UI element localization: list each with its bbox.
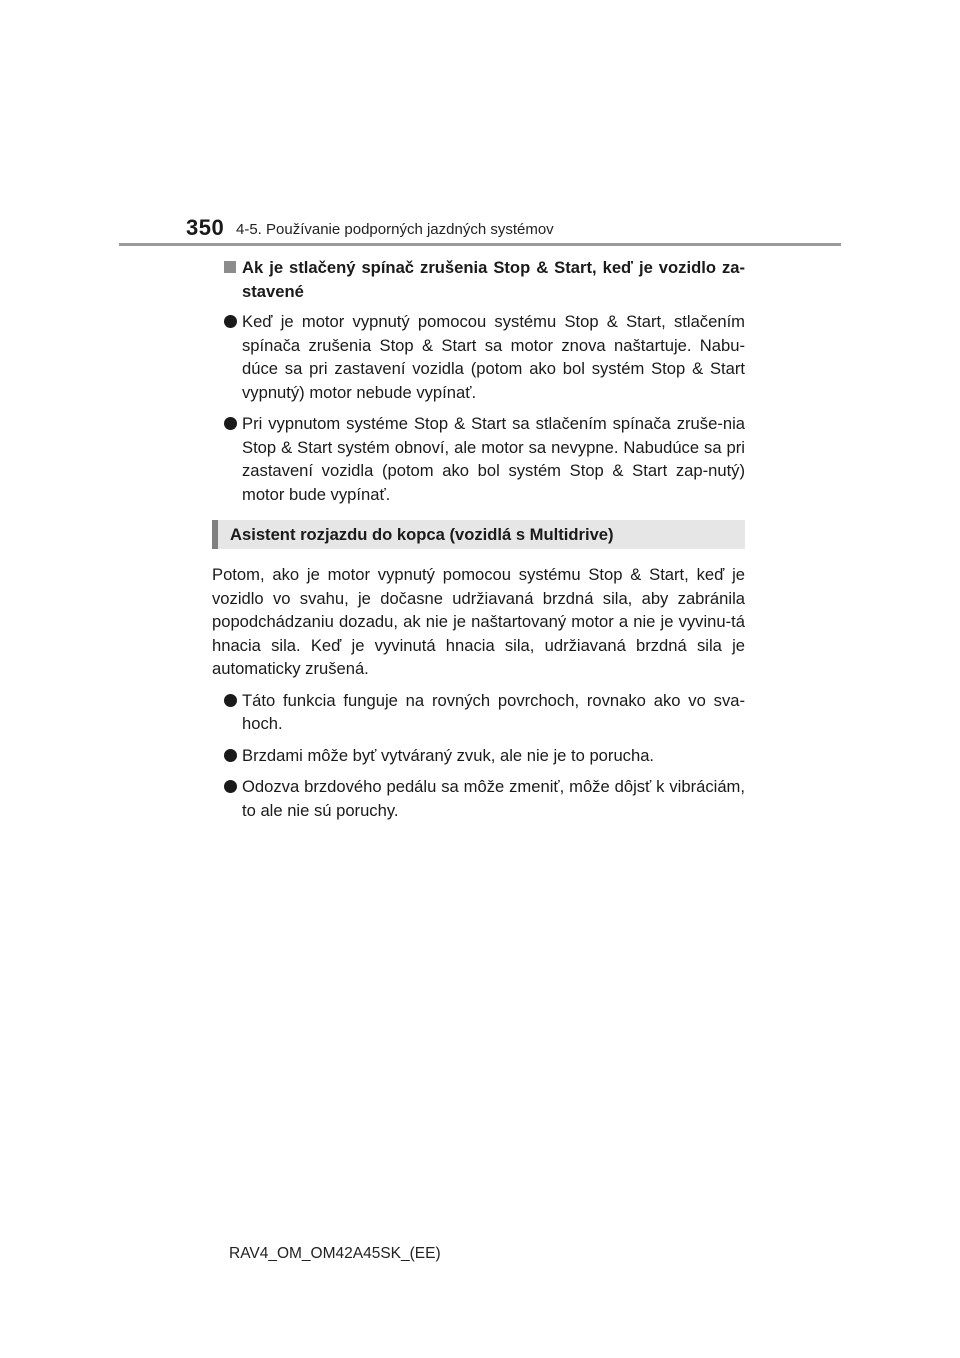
round-bullet-icon (224, 780, 237, 793)
bullet-text: Brzdami môže byť vytváraný zvuk, ale nie je to porucha. (242, 745, 655, 765)
round-bullet-icon (224, 315, 237, 328)
page-number: 350 (186, 215, 225, 240)
list-item (212, 310, 745, 404)
square-bullet-icon (224, 261, 236, 273)
round-bullet-icon (224, 417, 237, 430)
bullet-text: Pri vypnutom systéme Stop & Start sa stlačením spínača zruše-nia Stop & Start systém obnoví, ale motor sa nevypne. Nabudúce sa pri zastavení vozidla (potom ako bol systém Stop & Start zap-nutý) motor bude vypínať. (242, 414, 745, 504)
round-bullet-icon (224, 694, 237, 707)
bullet-text: Keď je motor vypnutý pomocou systému Stop & Start, stlačením spínača zrušenia Stop & Start sa motor znova naštartuje. Nabu-dúce sa pri zastavení vozidla (potom ako bol systém Stop & Start vypnutý) motor nebude vypínať. (242, 312, 745, 402)
list-item (212, 412, 745, 506)
header-divider (119, 243, 841, 246)
document-code: RAV4_OM_OM42A45SK_(EE) (229, 1245, 441, 1262)
section1-bullets (212, 310, 745, 506)
list-item (212, 775, 745, 822)
page-header (0, 0, 960, 250)
chapter-title: 4-5. Používanie podporných jazdných systémov (236, 221, 554, 238)
list-item (212, 689, 745, 736)
round-bullet-icon (224, 749, 237, 762)
bullet-text: Odozva brzdového pedálu sa môže zmeniť, môže dôjsť k vibráciám, to ale nie sú poruchy. (242, 777, 745, 820)
list-item (212, 744, 745, 768)
subheading-text: Ak je stlačený spínač zrušenia Stop & Start, keď je vozidlo za-stavené (242, 258, 745, 301)
bullet-text: Táto funkcia funguje na rovných povrchoch, rovnako ako vo sva-hoch. (242, 690, 745, 733)
subheading-stop-start-cancel (212, 256, 745, 303)
section-title-hill-start-assist: Asistent rozjazdu do kopca (vozidlá s Multidrive) (212, 520, 745, 549)
page-content (212, 256, 745, 830)
section-paragraph: Potom, ako je motor vypnutý pomocou systému Stop & Start, keď je vozidlo vo svahu, je dočasne udržiavaná brzdná sila, aby zabránila popodchádzaniu dozadu, ak nie je naštartovaný motor a nie je vyvinu-tá hnacia sila. Keď je vyvinutá hnacia sila, udržiavaná brzdná sila je automaticky zrušená. (212, 565, 745, 678)
